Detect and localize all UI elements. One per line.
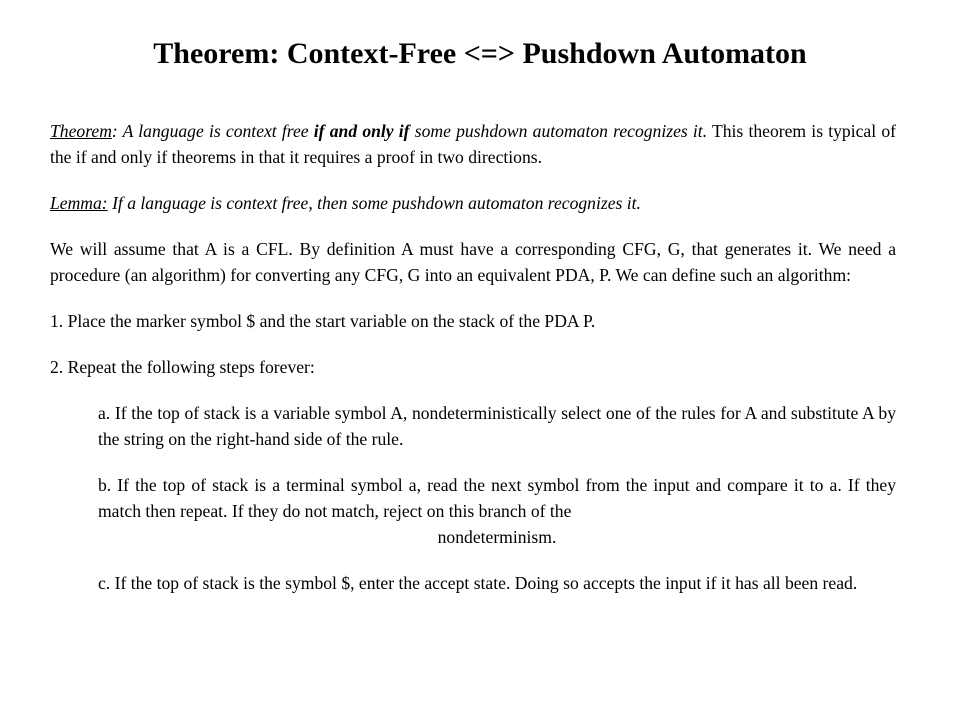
step-1: 1. Place the marker symbol $ and the start variable on the stack of the PDA P. — [50, 311, 596, 331]
lemma-paragraph — [50, 190, 896, 216]
lemma-text: If a language is context free, then some pushdown automaton recognizes it. — [107, 193, 641, 213]
substep-b-tail: nondeterminism. — [437, 527, 557, 547]
theorem-label: Theorem — [50, 121, 112, 141]
intro-paragraph: We will assume that A is a CFL. By definition A must have a corresponding CFG, G, that generates it. We need a procedure (an algorithm) for converting any CFG, G into an equivalent PDA, P. We can define such an algorithm: — [50, 239, 896, 285]
lemma-label: Lemma: — [50, 193, 108, 213]
substep-b — [98, 472, 896, 550]
substep-b-main: b. If the top of stack is a terminal symbol a, read the next symbol from the input and compare it to a. If they match then repeat. If they do not match, reject on this branch of the — [98, 475, 896, 521]
step-2: 2. Repeat the following steps forever: — [50, 357, 315, 377]
substep-c: c. If the top of stack is the symbol $, enter the accept state. Doing so accepts the input if it has all been read. — [98, 573, 858, 593]
substep-a: a. If the top of stack is a variable symbol A, nondeterministically select one of the rules for A and substitute A by the string on the right-hand side of the rule. — [98, 403, 896, 449]
theorem-statement-a: A language is context free — [122, 121, 314, 141]
theorem-comment: This theorem is typical of the if and only if theorems in that it requires a proof in two directions. — [50, 121, 896, 167]
theorem-colon: : — [111, 121, 123, 141]
page-title: Theorem: Context-Free <=> Pushdown Automaton — [153, 37, 807, 70]
slide-body — [50, 118, 896, 616]
theorem-paragraph — [50, 118, 896, 170]
theorem-statement-b: some pushdown automaton recognizes it. — [409, 121, 708, 141]
theorem-iff: if and only if — [313, 121, 410, 141]
